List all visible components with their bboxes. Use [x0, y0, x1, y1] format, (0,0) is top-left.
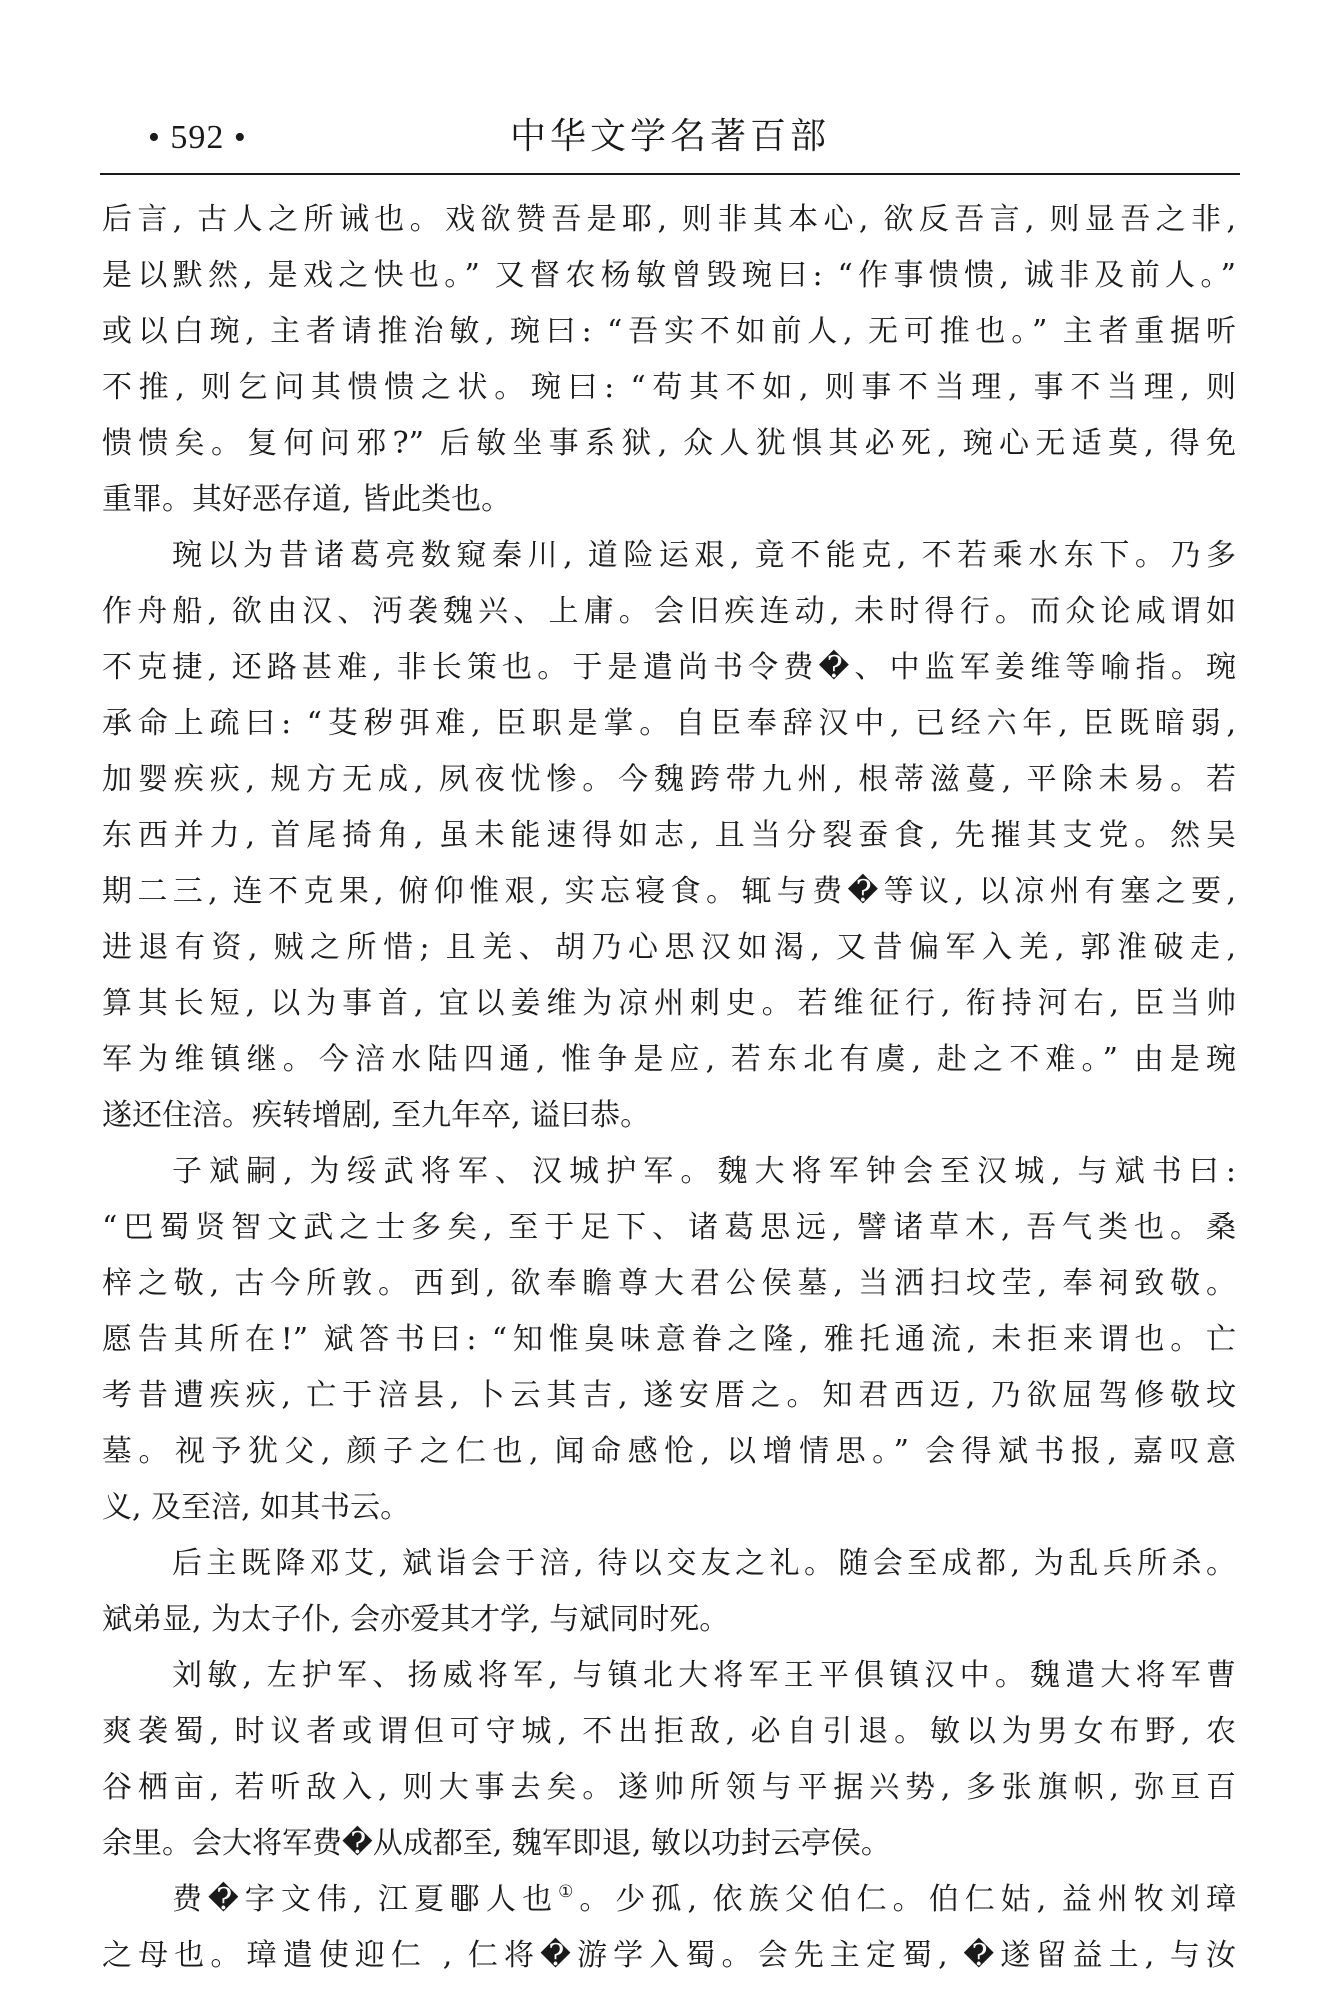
text-line: 是以默然, 是戏之快也。” 又督农杨敏曾毁琬曰: “作事愦愦, 诚非及前人。”	[102, 258, 1236, 293]
text-line: “巴蜀贤智文武之士多矣, 至于足下、诸葛思远, 譬诸草木, 吾气类也。桑	[102, 1210, 1236, 1245]
text-line: 加婴疾疢, 规方无成, 夙夜忧惨。今魏跨带九州, 根蒂滋蔓, 平除未易。若	[102, 762, 1236, 797]
text-line: 余里。会大将军费�从成都至, 魏军即退, 敏以功封云亭侯。	[102, 1826, 891, 1861]
text-line: 或以白琬, 主者请推治敏, 琬曰: “吾实不如前人, 无可推也。” 主者重据听	[102, 314, 1236, 349]
text-line: 东西并力, 首尾掎角, 虽未能速得如志, 且当分裂蚕食, 先摧其支党。然吴	[102, 818, 1236, 853]
body-text	[102, 192, 1236, 1984]
text-line: 作舟船, 欲由汉、沔袭魏兴、上庸。会旧疾连动, 未时得行。而众论咸谓如	[102, 594, 1236, 629]
text-line: 后言, 古人之所诫也。戏欲赞吾是耶, 则非其本心, 欲反吾言, 则显吾之非,	[102, 202, 1236, 237]
text-line: 重罪。其好恶存道, 皆此类也。	[102, 482, 512, 517]
text-line: 爽袭蜀, 时议者或谓但可守城, 不出拒敌, 必自引退。敏以为男女布野, 农	[102, 1714, 1236, 1749]
text-line: 梓之敬, 古今所敦。西到, 欲奉瞻尊大君公侯墓, 当洒扫坟茔, 奉祠致敬。	[102, 1266, 1236, 1301]
text-line: 遂还住涪。疾转增剧, 至九年卒, 谥曰恭。	[102, 1098, 651, 1133]
text-line: 愿告其所在!” 斌答书曰: “知惟臭味意眷之隆, 雅托通流, 未拒来谓也。亡	[102, 1322, 1236, 1357]
text-line: 义, 及至涪, 如其书云。	[102, 1490, 411, 1525]
text-line: 墓。视予犹父, 颜子之仁也, 闻命感怆, 以增情思。” 会得斌书报, 嘉叹意	[102, 1434, 1236, 1469]
text-line: 子斌嗣, 为绥武将军、汉城护军。魏大将军钟会至汉城, 与斌书曰:	[172, 1154, 1236, 1189]
text-line: 斌弟显, 为太子仆, 会亦爱其才学, 与斌同时死。	[102, 1602, 730, 1637]
text-line: 谷栖亩, 若听敌入, 则大事去矣。遂帅所领与平据兴势, 多张旗帜, 弥亘百	[102, 1770, 1236, 1805]
text-line: 后主既降邓艾, 斌诣会于涪, 待以交友之礼。随会至成都, 为乱兵所杀。	[172, 1546, 1236, 1581]
text-line: 考昔遭疾疢, 亡于涪县, 卜云其吉, 遂安厝之。知君西迈, 乃欲屈驾修敬坟	[102, 1378, 1236, 1413]
header-rule	[100, 173, 1240, 175]
text-segment: 费�字文伟, 江夏鄳人也	[172, 1882, 559, 1917]
text-line: 进退有资, 贼之所惜; 且羌、胡乃心思汉如渴, 又昔偏军入羌, 郭淮破走,	[102, 930, 1236, 965]
text-line: 不推, 则乞问其愦愦之状。琬曰: “苟其不如, 则事不当理, 事不当理, 则	[102, 370, 1236, 405]
text-line-with-footnote	[102, 1872, 1236, 1928]
text-line: 之母也。璋遣使迎仁 , 仁将�游学入蜀。会先主定蜀, �遂留益土, 与汝	[102, 1938, 1236, 1973]
text-line: 刘敏, 左护军、扬威将军, 与镇北大将军王平俱镇汉中。魏遣大将军曹	[172, 1658, 1236, 1693]
text-segment: 。少孤, 依族父伯仁。伯仁姑, 益州牧刘璋	[579, 1882, 1236, 1917]
page-number: • 592 •	[148, 119, 247, 156]
text-line: 算其长短, 以为事首, 宜以姜维为凉州刺史。若维征行, 衔持河右, 臣当帅	[102, 986, 1236, 1021]
text-line: 承命上疏曰: “芟秽弭难, 臣职是掌。自臣奉辞汉中, 已经六年, 臣既暗弱,	[102, 706, 1236, 741]
text-line: 琬以为昔诸葛亮数窥秦川, 道险运艰, 竟不能克, 不若乘水东下。乃多	[172, 538, 1236, 573]
text-line: 期二三, 连不克果, 俯仰惟艰, 实忘寝食。辄与费�等议, 以凉州有塞之要,	[102, 874, 1236, 909]
text-line: 愦愦矣。复何问邪?” 后敏坐事系狱, 众人犹惧其必死, 琬心无适莫, 得免	[102, 426, 1236, 461]
text-line: 军为维镇继。今涪水陆四通, 惟争是应, 若东北有虞, 赴之不难。” 由是琬	[102, 1042, 1236, 1077]
book-title: 中华文学名著百部	[509, 116, 830, 157]
page-header	[100, 108, 1240, 172]
footnote-marker: ①	[558, 1882, 580, 1902]
text-line: 不克捷, 还路甚难, 非长策也。于是遣尚书令费�、中监军姜维等喻指。琬	[102, 650, 1236, 685]
